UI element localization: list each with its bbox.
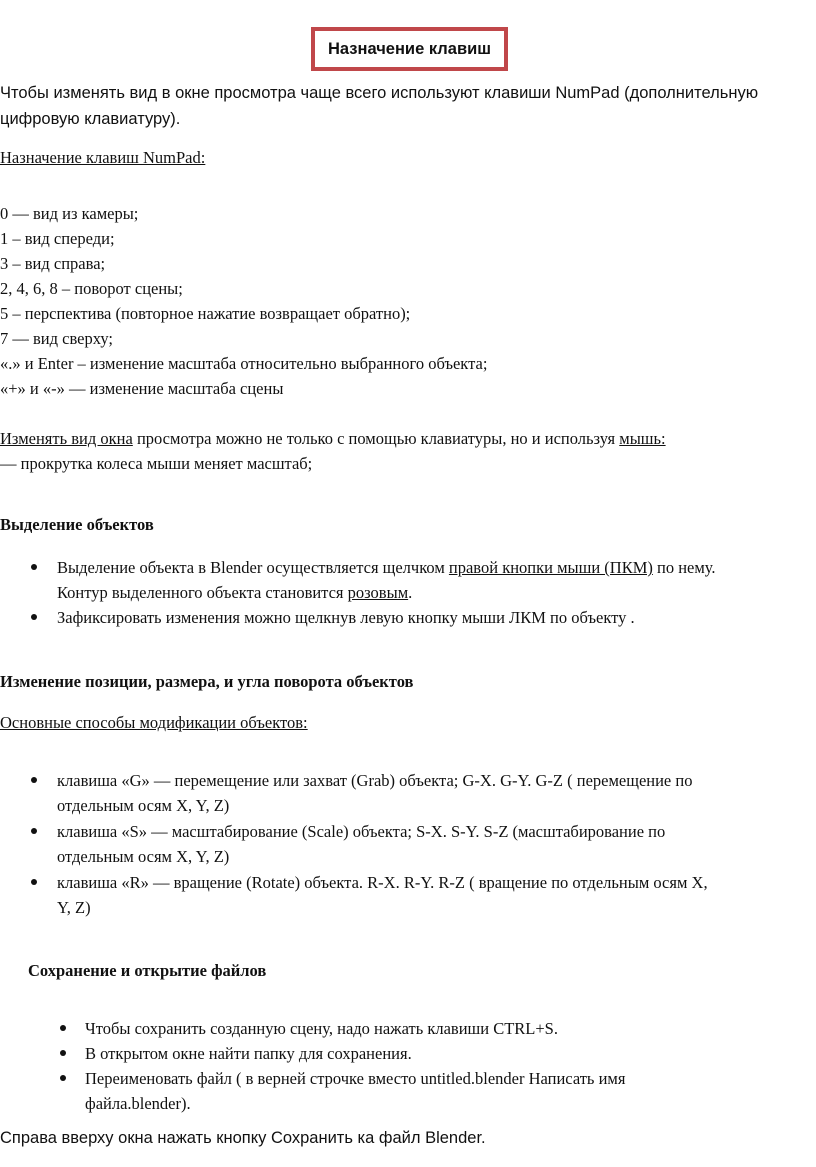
mouse-link-mouse: мышь:	[619, 429, 666, 448]
mouse-link-view: Изменять вид окна	[0, 429, 133, 448]
intro-line-1: Чтобы изменять вид в окне просмотра чаще всего используют клавиши NumPad (дополнительную	[0, 84, 759, 102]
pink-underlined: розовым	[347, 583, 409, 602]
transform-s-line-1: клавиша «S» — масштабирование (Scale) объекта; S-X. S-Y. S-Z (масштабирование по	[57, 822, 666, 841]
numpad-item: «.» и Enter – изменение масштаба относительно выбранного объекта;	[0, 354, 488, 373]
mouse-text: просмотра можно не только с помощью клавиатуры, но и используя	[132, 429, 620, 448]
numpad-heading: Назначение клавиш NumPad:	[0, 148, 206, 167]
numpad-item: 1 – вид спереди;	[0, 229, 115, 248]
numpad-item: 3 – вид справа;	[0, 254, 106, 273]
save-bullet-3: Переименовать файл ( в верней строчке вместо untitled.blender Написать имя	[85, 1069, 626, 1088]
intro-line-2: цифровую клавиатуру).	[0, 110, 181, 128]
save-heading: Сохранение и открытие файлов	[28, 961, 267, 980]
transform-s-line-2: отдельным осям X, Y, Z)	[57, 847, 230, 866]
bullet-icon	[60, 1075, 66, 1081]
text: Контур выделенного объекта становится	[57, 583, 348, 602]
mouse-line-2: — прокрутка колеса мыши меняет масштаб;	[0, 454, 313, 473]
text: Выделение объекта в Blender осуществляется щелчком	[57, 558, 449, 577]
rmb-underlined: правой кнопки мыши (ПКМ)	[448, 558, 653, 577]
transform-g-line-2: отдельным осям X, Y, Z)	[57, 796, 230, 815]
bullet-icon	[60, 1050, 66, 1056]
mouse-paragraph	[0, 426, 666, 451]
selection-bullet-1	[57, 555, 716, 580]
bullet-icon	[31, 828, 37, 834]
save-bullet-3-cont: файла.blender).	[85, 1094, 191, 1113]
save-bullet-2: В открытом окне найти папку для сохранения.	[85, 1044, 412, 1063]
save-bullet-1: Чтобы сохранить созданную сцену, надо нажать клавиши CTRL+S.	[85, 1019, 558, 1038]
transform-g-line-1: клавиша «G» — перемещение или захват (Grab) объекта; G-X. G-Y. G-Z ( перемещение по	[57, 771, 693, 790]
title-box	[311, 27, 508, 71]
bullet-icon	[31, 614, 37, 620]
transform-r-line-1: клавиша «R» — вращение (Rotate) объекта. R-X. R-Y. R-Z ( вращение по отдельным осям X,	[57, 873, 708, 892]
footer-note: Справа вверху окна нажать кнопку Сохранить ка файл Blender.	[0, 1129, 486, 1147]
numpad-item: «+» и «-» — изменение масштаба сцены	[0, 379, 284, 398]
selection-heading: Выделение объектов	[0, 515, 154, 534]
transform-r-line-2: Y, Z)	[57, 898, 91, 917]
numpad-item: 7 — вид сверху;	[0, 329, 113, 348]
text: .	[408, 583, 413, 602]
bullet-icon	[31, 564, 37, 570]
bullet-icon	[60, 1025, 66, 1031]
page-title: Назначение клавиш	[327, 39, 491, 58]
transform-heading: Изменение позиции, размера, и угла поворота объектов	[0, 672, 414, 691]
bullet-icon	[31, 777, 37, 783]
bullet-icon	[31, 879, 37, 885]
selection-bullet-1-cont	[57, 580, 412, 605]
numpad-item: 0 — вид из камеры;	[0, 204, 139, 223]
numpad-item: 5 – перспектива (повторное нажатие возвращает обратно);	[0, 304, 411, 323]
text: по нему.	[652, 558, 716, 577]
selection-bullet-2: Зафиксировать изменения можно щелкнув левую кнопку мыши ЛКМ по объекту .	[57, 608, 635, 627]
transform-subheading: Основные способы модификации объектов:	[0, 713, 308, 732]
numpad-item: 2, 4, 6, 8 – поворот сцены;	[0, 279, 183, 298]
